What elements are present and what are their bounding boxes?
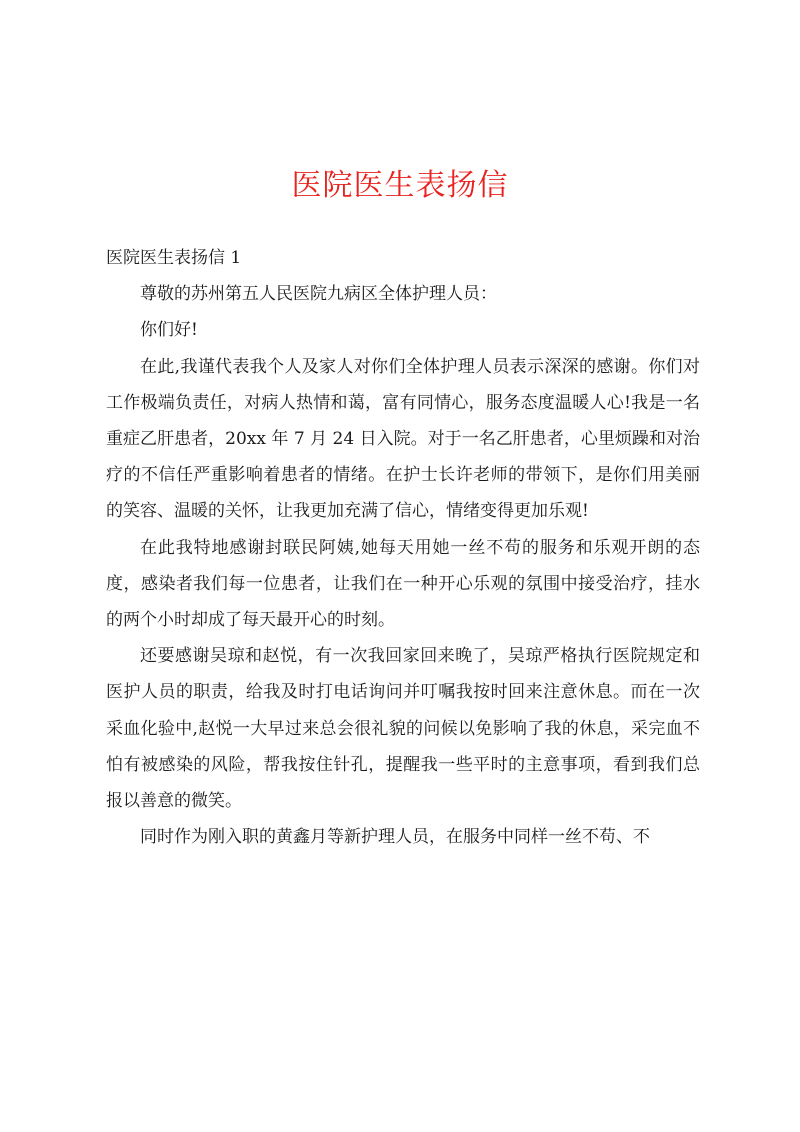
section-heading: 医院医生表扬信 1: [106, 248, 242, 268]
document-title: 医院医生表扬信: [291, 168, 509, 203]
paragraph-wu-zhao: 还要感谢吴琼和赵悦，有一次我回家回来晚了，吴琼严格执行医院规定和医护人员的职责，给我及时打电话询问并叮嘱我按时回来注意休息。而在一次采血化验中,赵悦一大早过来总会很礼貌的问候以免影响了我的休息，采完血不怕有被感染的风险，帮我按住针孔，提醒我一些平时的主意事项，看到我们总报以善意的微笑。: [106, 646, 700, 812]
greeting: 你们好!: [140, 320, 198, 341]
letter-body: [106, 240, 700, 855]
paragraph-new-staff: 同时作为刚入职的黄鑫月等新护理人员，在服务中同样一丝不苟、不: [140, 827, 650, 848]
salutation: 尊敬的苏州第五人民医院九病区全体护理人员：: [140, 284, 497, 305]
paragraph-feng: 在此我特地感谢封联民阿姨,她每天用她一丝不苟的服务和乐观开朗的态度，感染者我们每一位患者，让我们在一种开心乐观的氛围中接受治疗，挂水的两个小时却成了每天最开心的时刻。: [106, 537, 700, 631]
paragraph-thanks: 在此,我谨代表我个人及家人对你们全体护理人员表示深深的感谢。你们对工作极端负责任，对病人热情和蔼，富有同情心，服务态度温暖人心!我是一名重症乙肝患者，20xx 年 7 月 24 日入院。对于一名乙肝患者，心里烦躁和对治疗的不信任严重影响着患者的情绪。在护士长许老师的带领下，是你们用美丽的笑容、温暖的关怀，让我更加充满了信心，情绪变得更加乐观!: [106, 356, 700, 522]
